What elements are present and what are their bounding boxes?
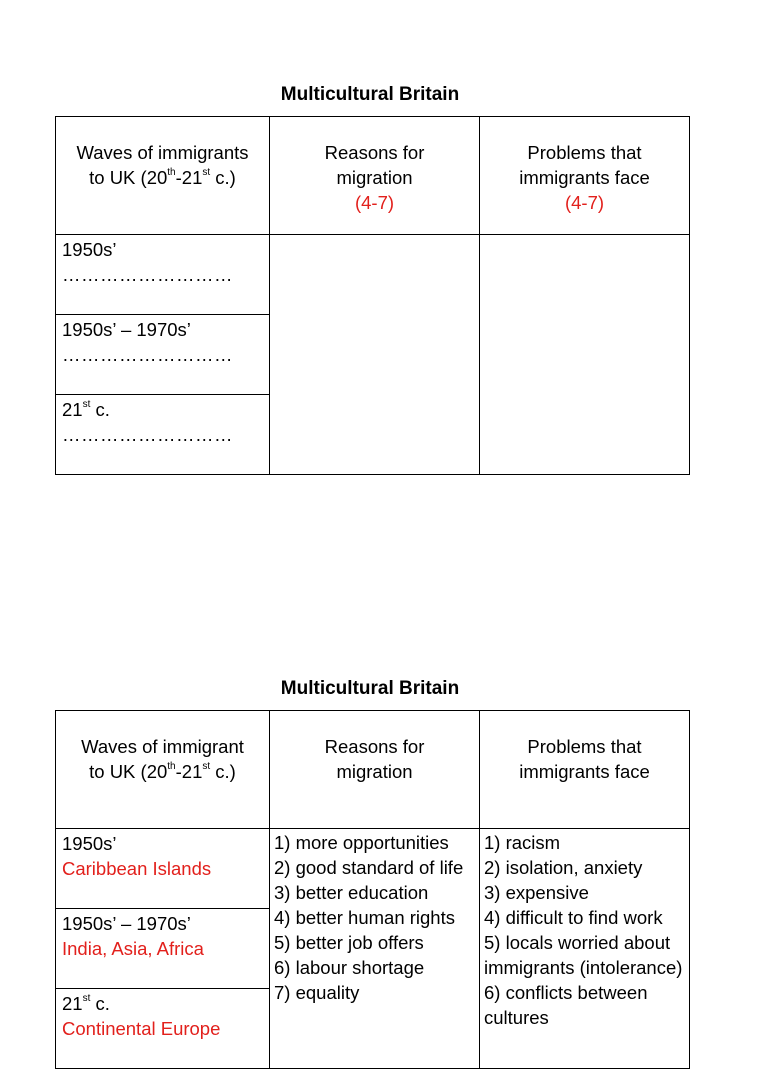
header-problems-line1: Problems that (527, 142, 642, 163)
header-problems-line1: Problems that (527, 736, 642, 757)
wave-period: 21st c. (62, 398, 110, 420)
answer-blank[interactable]: ……………………… (62, 423, 233, 445)
answers-title: Multicultural Britain (280, 678, 460, 699)
answer-blank[interactable]: ……………………… (62, 343, 233, 365)
worksheet-title: Multicultural Britain (280, 84, 460, 105)
header-waves-line1: Waves of immigrant (81, 736, 244, 757)
header-reasons-hint: (4-7) (354, 191, 395, 213)
answer-blank[interactable]: ……………………… (62, 263, 233, 285)
answers-header-row (56, 711, 690, 829)
problem-item: 1) racism (484, 832, 561, 853)
header-reasons-line2: migration (336, 760, 413, 782)
problem-item: 6) conflicts between cultures (484, 981, 648, 1028)
header-reasons (270, 117, 480, 235)
problem-item: 2) isolation, anxiety (484, 856, 643, 878)
header-waves-line2: to UK (20th-21st c.) (89, 760, 236, 782)
wave-cell-21st-century (56, 395, 270, 475)
wave-cell-1950s (56, 235, 270, 315)
problem-item: 3) expensive (484, 881, 589, 903)
wave-cell-21st-century (56, 989, 270, 1069)
wave-period: 21st c. (62, 992, 110, 1014)
wave-period: 1950s’ – 1970s’ (62, 913, 191, 934)
wave-period: 1950s’ (62, 239, 117, 260)
worksheet-header-row (56, 117, 690, 235)
answers-table (55, 710, 690, 1069)
reason-item: 4) better human rights (274, 906, 455, 928)
header-waves-line2: to UK (20th-21st c.) (89, 166, 236, 188)
header-reasons (270, 711, 480, 829)
header-reasons-line1: Reasons for (324, 736, 425, 757)
header-waves (56, 711, 270, 829)
problem-item: 5) locals worried about immigrants (intolerance) (484, 931, 683, 978)
header-problems-line2: immigrants face (519, 166, 650, 188)
reason-item: 6) labour shortage (274, 956, 425, 978)
worksheet-row (56, 235, 690, 315)
header-reasons-line2: migration (336, 166, 413, 188)
wave-cell-1950s (56, 829, 270, 909)
header-reasons-line1: Reasons for (324, 142, 425, 163)
problem-item: 4) difficult to find work (484, 906, 663, 928)
worksheet-table (55, 116, 690, 475)
wave-origin: Caribbean Islands (62, 857, 212, 879)
wave-cell-1950s-1970s (56, 315, 270, 395)
problems-list (480, 829, 690, 1069)
answers-row (56, 829, 690, 909)
reasons-blank-cell[interactable] (270, 235, 480, 475)
wave-period: 1950s’ (62, 833, 117, 854)
header-problems (480, 117, 690, 235)
reasons-list (270, 829, 480, 1069)
wave-origin: India, Asia, Africa (62, 937, 204, 959)
header-waves-line1: Waves of immigrants (76, 142, 249, 163)
reason-item: 1) more opportunities (274, 832, 449, 853)
reason-item: 2) good standard of life (274, 856, 464, 878)
problems-blank-cell[interactable] (480, 235, 690, 475)
reason-item: 3) better education (274, 881, 429, 903)
wave-origin: Continental Europe (62, 1017, 221, 1039)
header-problems-hint: (4-7) (564, 191, 605, 213)
wave-cell-1950s-1970s (56, 909, 270, 989)
wave-period: 1950s’ – 1970s’ (62, 319, 191, 340)
header-problems (480, 711, 690, 829)
reason-item: 5) better job offers (274, 931, 424, 953)
header-problems-line2: immigrants face (519, 760, 650, 782)
reason-item: 7) equality (274, 981, 360, 1003)
header-waves (56, 117, 270, 235)
